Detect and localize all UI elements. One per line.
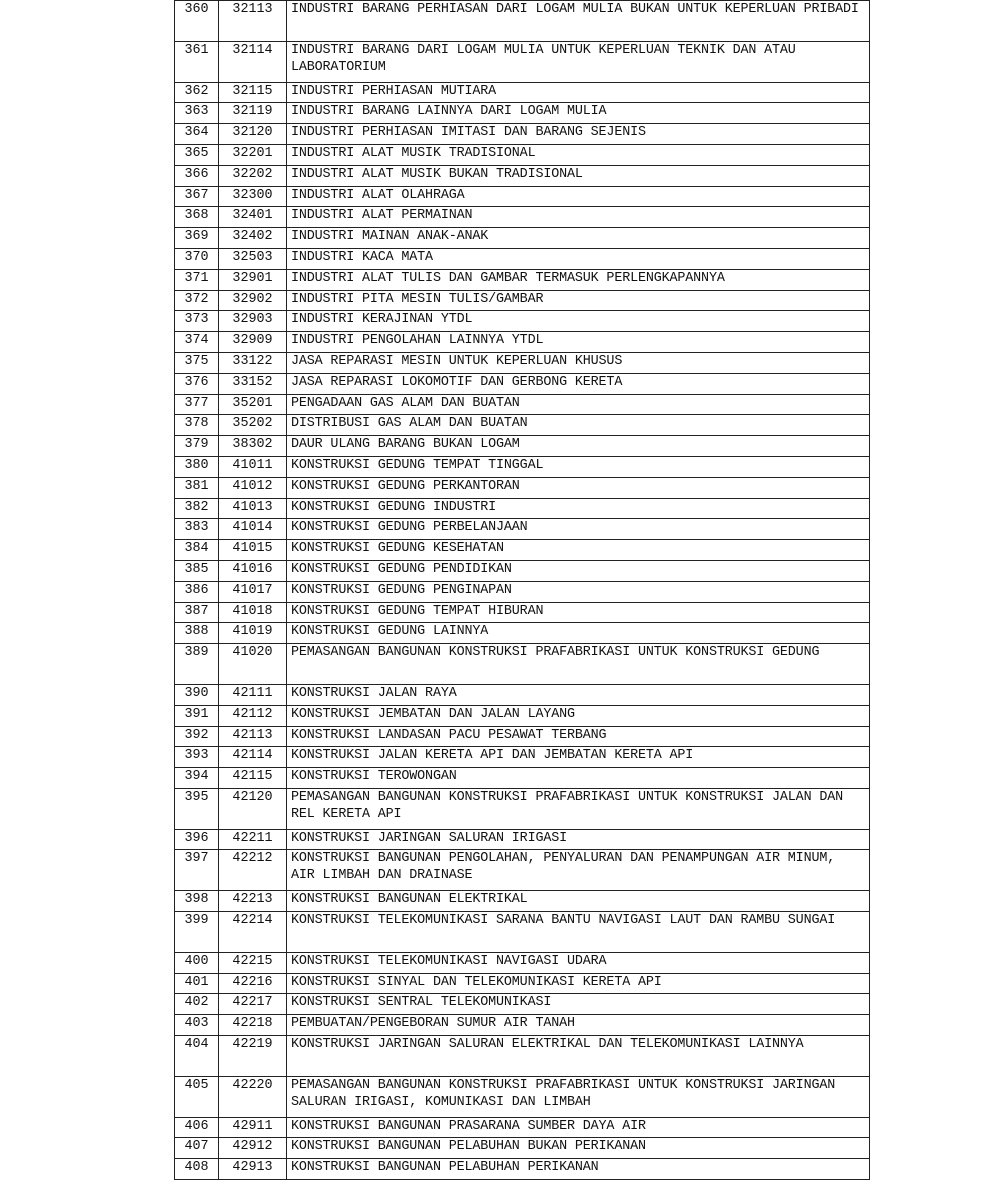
description-cell: DAUR ULANG BARANG BUKAN LOGAM (287, 436, 870, 457)
table-row (175, 1159, 870, 1180)
row-number-cell: 379 (175, 436, 219, 457)
kbli-code-cell: 32120 (219, 124, 287, 145)
row-number-cell: 396 (175, 829, 219, 850)
row-number-cell: 366 (175, 165, 219, 186)
kbli-code-cell: 32503 (219, 248, 287, 269)
row-number-cell: 399 (175, 912, 219, 953)
kbli-code-cell: 32115 (219, 82, 287, 103)
row-number-cell: 388 (175, 623, 219, 644)
description-cell: KONSTRUKSI BANGUNAN PRASARANA SUMBER DAYA AIR (287, 1117, 870, 1138)
description-cell: KONSTRUKSI GEDUNG KESEHATAN (287, 540, 870, 561)
table-row (175, 311, 870, 332)
description-cell: KONSTRUKSI GEDUNG PENDIDIKAN (287, 560, 870, 581)
kbli-code-cell: 42112 (219, 705, 287, 726)
kbli-code-cell: 35201 (219, 394, 287, 415)
table-row (175, 519, 870, 540)
row-number-cell: 370 (175, 248, 219, 269)
kbli-code-cell: 42213 (219, 891, 287, 912)
kbli-code-cell: 42113 (219, 726, 287, 747)
description-cell: KONSTRUKSI BANGUNAN PELABUHAN PERIKANAN (287, 1159, 870, 1180)
row-number-cell: 408 (175, 1159, 219, 1180)
kbli-code-cell: 41015 (219, 540, 287, 561)
table-row (175, 436, 870, 457)
description-cell: KONSTRUKSI GEDUNG PERBELANJAAN (287, 519, 870, 540)
table-row (175, 952, 870, 973)
kbli-code-cell: 42911 (219, 1117, 287, 1138)
description-cell: INDUSTRI PITA MESIN TULIS/GAMBAR (287, 290, 870, 311)
kbli-code-cell: 32901 (219, 269, 287, 290)
row-number-cell: 378 (175, 415, 219, 436)
table-row (175, 1117, 870, 1138)
row-number-cell: 404 (175, 1036, 219, 1077)
kbli-code-cell: 42212 (219, 850, 287, 891)
description-cell: KONSTRUKSI GEDUNG TEMPAT HIBURAN (287, 602, 870, 623)
kbli-code-cell: 32401 (219, 207, 287, 228)
table-row (175, 228, 870, 249)
row-number-cell: 403 (175, 1015, 219, 1036)
table-row (175, 850, 870, 891)
row-number-cell: 365 (175, 144, 219, 165)
row-number-cell: 369 (175, 228, 219, 249)
description-cell: KONSTRUKSI TELEKOMUNIKASI NAVIGASI UDARA (287, 952, 870, 973)
table-row (175, 1, 870, 42)
row-number-cell: 374 (175, 332, 219, 353)
description-cell: KONSTRUKSI JARINGAN SALURAN ELEKTRIKAL DAN TELEKOMUNIKASI LAINNYA (287, 1036, 870, 1077)
description-cell: INDUSTRI BARANG PERHIASAN DARI LOGAM MULIA BUKAN UNTUK KEPERLUAN PRIBADI (287, 1, 870, 42)
table-row (175, 82, 870, 103)
table-row (175, 186, 870, 207)
description-cell: INDUSTRI PENGOLAHAN LAINNYA YTDL (287, 332, 870, 353)
table-row (175, 623, 870, 644)
table-row (175, 540, 870, 561)
row-number-cell: 391 (175, 705, 219, 726)
kbli-code-cell: 41020 (219, 644, 287, 685)
table-row (175, 373, 870, 394)
table-row (175, 456, 870, 477)
description-cell: INDUSTRI KACA MATA (287, 248, 870, 269)
table-row (175, 248, 870, 269)
kbli-code-cell: 42111 (219, 684, 287, 705)
description-cell: PEMASANGAN BANGUNAN KONSTRUKSI PRAFABRIKASI UNTUK KONSTRUKSI JARINGAN SALURAN IRIGASI, KOMUNIKASI DAN LIMBAH (287, 1076, 870, 1117)
table-row (175, 415, 870, 436)
kbli-code-cell: 42217 (219, 994, 287, 1015)
table-row (175, 269, 870, 290)
row-number-cell: 407 (175, 1138, 219, 1159)
table-row (175, 498, 870, 519)
description-cell: KONSTRUKSI TELEKOMUNIKASI SARANA BANTU NAVIGASI LAUT DAN RAMBU SUNGAI (287, 912, 870, 953)
description-cell: KONSTRUKSI JALAN RAYA (287, 684, 870, 705)
row-number-cell: 390 (175, 684, 219, 705)
row-number-cell: 375 (175, 352, 219, 373)
description-cell: KONSTRUKSI SINYAL DAN TELEKOMUNIKASI KERETA API (287, 973, 870, 994)
kbli-code-cell: 32202 (219, 165, 287, 186)
kbli-code-cell: 32909 (219, 332, 287, 353)
description-cell: KONSTRUKSI GEDUNG PERKANTORAN (287, 477, 870, 498)
table-row (175, 1076, 870, 1117)
table-row (175, 726, 870, 747)
table-row (175, 994, 870, 1015)
kbli-code-cell: 32300 (219, 186, 287, 207)
table-row (175, 602, 870, 623)
kbli-code-cell: 42120 (219, 788, 287, 829)
table-row (175, 747, 870, 768)
kbli-code-cell: 32113 (219, 1, 287, 42)
row-number-cell: 405 (175, 1076, 219, 1117)
row-number-cell: 382 (175, 498, 219, 519)
table-row (175, 1138, 870, 1159)
description-cell: INDUSTRI ALAT OLAHRAGA (287, 186, 870, 207)
row-number-cell: 389 (175, 644, 219, 685)
row-number-cell: 397 (175, 850, 219, 891)
description-cell: KONSTRUKSI GEDUNG PENGINAPAN (287, 581, 870, 602)
row-number-cell: 406 (175, 1117, 219, 1138)
row-number-cell: 368 (175, 207, 219, 228)
kbli-code-cell: 42114 (219, 747, 287, 768)
kbli-code-cell: 42214 (219, 912, 287, 953)
kbli-code-cell: 42115 (219, 768, 287, 789)
kbli-code-cell: 41018 (219, 602, 287, 623)
kbli-code-cell: 42912 (219, 1138, 287, 1159)
kbli-code-cell: 41017 (219, 581, 287, 602)
table-row (175, 829, 870, 850)
kbli-table (174, 0, 870, 1180)
row-number-cell: 394 (175, 768, 219, 789)
description-cell: KONSTRUKSI JEMBATAN DAN JALAN LAYANG (287, 705, 870, 726)
row-number-cell: 400 (175, 952, 219, 973)
kbli-code-cell: 33122 (219, 352, 287, 373)
document-page (174, 0, 869, 1180)
description-cell: KONSTRUKSI TEROWONGAN (287, 768, 870, 789)
table-row (175, 103, 870, 124)
kbli-code-cell: 38302 (219, 436, 287, 457)
kbli-code-cell: 41016 (219, 560, 287, 581)
description-cell: JASA REPARASI MESIN UNTUK KEPERLUAN KHUSUS (287, 352, 870, 373)
description-cell: KONSTRUKSI BANGUNAN PENGOLAHAN, PENYALURAN DAN PENAMPUNGAN AIR MINUM, AIR LIMBAH DAN DRAINASE (287, 850, 870, 891)
description-cell: INDUSTRI ALAT MUSIK BUKAN TRADISIONAL (287, 165, 870, 186)
description-cell: KONSTRUKSI GEDUNG LAINNYA (287, 623, 870, 644)
table-row (175, 477, 870, 498)
kbli-code-cell: 42215 (219, 952, 287, 973)
row-number-cell: 401 (175, 973, 219, 994)
kbli-code-cell: 41011 (219, 456, 287, 477)
row-number-cell: 393 (175, 747, 219, 768)
kbli-code-cell: 42219 (219, 1036, 287, 1077)
kbli-code-cell: 32119 (219, 103, 287, 124)
table-row (175, 788, 870, 829)
row-number-cell: 395 (175, 788, 219, 829)
row-number-cell: 392 (175, 726, 219, 747)
description-cell: INDUSTRI BARANG DARI LOGAM MULIA UNTUK KEPERLUAN TEKNIK DAN ATAU LABORATORIUM (287, 41, 870, 82)
kbli-code-cell: 42211 (219, 829, 287, 850)
kbli-table-body (175, 1, 870, 1180)
row-number-cell: 381 (175, 477, 219, 498)
table-row (175, 644, 870, 685)
description-cell: PENGADAAN GAS ALAM DAN BUATAN (287, 394, 870, 415)
description-cell: INDUSTRI BARANG LAINNYA DARI LOGAM MULIA (287, 103, 870, 124)
row-number-cell: 385 (175, 560, 219, 581)
table-row (175, 581, 870, 602)
table-row (175, 207, 870, 228)
kbli-code-cell: 41019 (219, 623, 287, 644)
row-number-cell: 367 (175, 186, 219, 207)
description-cell: DISTRIBUSI GAS ALAM DAN BUATAN (287, 415, 870, 436)
description-cell: INDUSTRI PERHIASAN IMITASI DAN BARANG SEJENIS (287, 124, 870, 145)
row-number-cell: 373 (175, 311, 219, 332)
row-number-cell: 398 (175, 891, 219, 912)
row-number-cell: 387 (175, 602, 219, 623)
table-row (175, 912, 870, 953)
description-cell: KONSTRUKSI JARINGAN SALURAN IRIGASI (287, 829, 870, 850)
table-row (175, 684, 870, 705)
row-number-cell: 402 (175, 994, 219, 1015)
kbli-code-cell: 35202 (219, 415, 287, 436)
kbli-code-cell: 32402 (219, 228, 287, 249)
table-row (175, 165, 870, 186)
description-cell: KONSTRUKSI JALAN KERETA API DAN JEMBATAN KERETA API (287, 747, 870, 768)
kbli-code-cell: 41014 (219, 519, 287, 540)
description-cell: PEMASANGAN BANGUNAN KONSTRUKSI PRAFABRIKASI UNTUK KONSTRUKSI GEDUNG (287, 644, 870, 685)
kbli-code-cell: 41012 (219, 477, 287, 498)
kbli-code-cell: 42218 (219, 1015, 287, 1036)
row-number-cell: 361 (175, 41, 219, 82)
description-cell: INDUSTRI ALAT MUSIK TRADISIONAL (287, 144, 870, 165)
description-cell: KONSTRUKSI BANGUNAN ELEKTRIKAL (287, 891, 870, 912)
description-cell: INDUSTRI PERHIASAN MUTIARA (287, 82, 870, 103)
row-number-cell: 376 (175, 373, 219, 394)
kbli-code-cell: 32902 (219, 290, 287, 311)
table-row (175, 1036, 870, 1077)
description-cell: JASA REPARASI LOKOMOTIF DAN GERBONG KERETA (287, 373, 870, 394)
description-cell: PEMASANGAN BANGUNAN KONSTRUKSI PRAFABRIKASI UNTUK KONSTRUKSI JALAN DAN REL KERETA API (287, 788, 870, 829)
kbli-code-cell: 41013 (219, 498, 287, 519)
row-number-cell: 363 (175, 103, 219, 124)
table-row (175, 290, 870, 311)
table-row (175, 560, 870, 581)
table-row (175, 352, 870, 373)
row-number-cell: 364 (175, 124, 219, 145)
description-cell: KONSTRUKSI BANGUNAN PELABUHAN BUKAN PERIKANAN (287, 1138, 870, 1159)
kbli-code-cell: 32903 (219, 311, 287, 332)
table-row (175, 124, 870, 145)
table-row (175, 332, 870, 353)
row-number-cell: 383 (175, 519, 219, 540)
description-cell: INDUSTRI KERAJINAN YTDL (287, 311, 870, 332)
description-cell: INDUSTRI ALAT TULIS DAN GAMBAR TERMASUK PERLENGKAPANNYA (287, 269, 870, 290)
description-cell: INDUSTRI MAINAN ANAK-ANAK (287, 228, 870, 249)
kbli-code-cell: 32201 (219, 144, 287, 165)
table-row (175, 973, 870, 994)
description-cell: PEMBUATAN/PENGEBORAN SUMUR AIR TANAH (287, 1015, 870, 1036)
row-number-cell: 360 (175, 1, 219, 42)
table-row (175, 41, 870, 82)
row-number-cell: 377 (175, 394, 219, 415)
kbli-code-cell: 42913 (219, 1159, 287, 1180)
kbli-code-cell: 33152 (219, 373, 287, 394)
description-cell: KONSTRUKSI LANDASAN PACU PESAWAT TERBANG (287, 726, 870, 747)
row-number-cell: 384 (175, 540, 219, 561)
table-row (175, 1015, 870, 1036)
row-number-cell: 386 (175, 581, 219, 602)
description-cell: KONSTRUKSI GEDUNG INDUSTRI (287, 498, 870, 519)
kbli-code-cell: 32114 (219, 41, 287, 82)
kbli-code-cell: 42216 (219, 973, 287, 994)
kbli-code-cell: 42220 (219, 1076, 287, 1117)
description-cell: KONSTRUKSI SENTRAL TELEKOMUNIKASI (287, 994, 870, 1015)
row-number-cell: 362 (175, 82, 219, 103)
row-number-cell: 372 (175, 290, 219, 311)
row-number-cell: 371 (175, 269, 219, 290)
table-row (175, 144, 870, 165)
row-number-cell: 380 (175, 456, 219, 477)
table-row (175, 394, 870, 415)
table-row (175, 705, 870, 726)
table-row (175, 891, 870, 912)
description-cell: KONSTRUKSI GEDUNG TEMPAT TINGGAL (287, 456, 870, 477)
description-cell: INDUSTRI ALAT PERMAINAN (287, 207, 870, 228)
table-row (175, 768, 870, 789)
